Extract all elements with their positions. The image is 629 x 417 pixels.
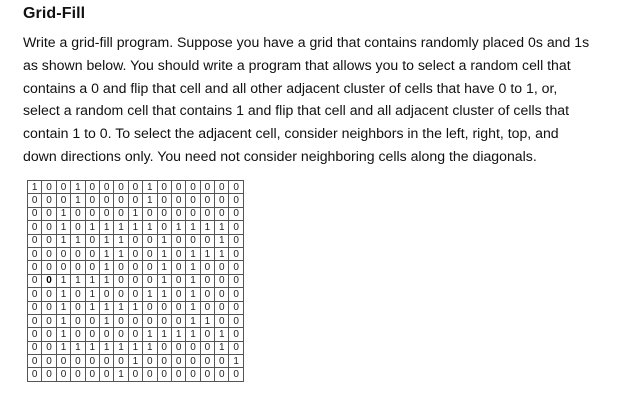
grid-cell: 1 (171, 221, 185, 234)
grid-cell: 0 (28, 207, 42, 220)
grid-cell: 0 (229, 328, 243, 341)
grid-cell: 0 (71, 288, 85, 301)
grid-cell: 1 (157, 288, 171, 301)
grid-cell: 1 (157, 274, 171, 287)
grid-cell: 1 (157, 247, 171, 260)
grid-cell: 0 (200, 261, 214, 274)
grid-cell: 0 (85, 314, 99, 327)
grid-cell: 0 (85, 234, 99, 247)
grid-cell: 0 (71, 207, 85, 220)
grid-cell: 1 (99, 274, 113, 287)
grid-cell: 0 (71, 355, 85, 368)
grid-cell: 0 (99, 355, 113, 368)
grid-cell: 0 (200, 234, 214, 247)
grid-cell: 0 (114, 194, 128, 207)
grid-cell: 0 (229, 274, 243, 287)
grid-row (28, 221, 244, 234)
grid-cell: 1 (56, 341, 70, 354)
grid-cell: 0 (186, 341, 200, 354)
grid-cell: 0 (215, 368, 229, 381)
grid-cell: 0 (171, 181, 185, 194)
grid-cell: 0 (99, 181, 113, 194)
grid-cell: 1 (143, 328, 157, 341)
grid-cell: 0 (128, 194, 142, 207)
grid-cell: 0 (71, 261, 85, 274)
grid-cell: 0 (157, 221, 171, 234)
grid-cell: 0 (229, 341, 243, 354)
grid-row (28, 181, 244, 194)
grid-row (28, 341, 244, 354)
grid-cell: 0 (215, 314, 229, 327)
grid-cell: 0 (42, 247, 56, 260)
grid-cell: 0 (42, 181, 56, 194)
description-line: contains a 0 and flip that cell and all other adjacent cluster of cells that have 0 to 1, or, (23, 79, 558, 96)
grid-cell: 0 (186, 234, 200, 247)
grid-cell: 1 (99, 261, 113, 274)
grid-cell: 0 (28, 328, 42, 341)
grid-cell: 1 (186, 314, 200, 327)
grid-cell: 0 (200, 355, 214, 368)
grid-cell: 0 (200, 301, 214, 314)
grid-cell: 1 (143, 341, 157, 354)
grid-cell: 1 (71, 341, 85, 354)
grid-cell: 0 (186, 181, 200, 194)
grid-cell: 0 (42, 355, 56, 368)
grid-row (28, 234, 244, 247)
grid-cell: 0 (28, 234, 42, 247)
grid-cell: 1 (200, 221, 214, 234)
grid-cell: 0 (200, 368, 214, 381)
grid-body (28, 181, 244, 382)
grid-cell: 0 (157, 301, 171, 314)
description-line: as shown below. You should write a program that allows you to select a random cell that (23, 56, 571, 73)
grid-cell: 0 (128, 274, 142, 287)
grid-cell: 0 (56, 181, 70, 194)
grid-cell: 0 (143, 368, 157, 381)
grid-cell: 0 (200, 194, 214, 207)
grid-cell: 0 (128, 368, 142, 381)
grid-cell: 1 (128, 301, 142, 314)
grid-cell: 0 (200, 207, 214, 220)
grid-cell: 0 (171, 234, 185, 247)
grid-cell: 0 (42, 341, 56, 354)
grid-cell: 0 (114, 328, 128, 341)
grid-cell: 0 (157, 314, 171, 327)
grid-cell: 0 (28, 261, 42, 274)
grid-cell: 0 (85, 194, 99, 207)
grid-cell: 0 (56, 194, 70, 207)
grid-cell: 1 (171, 328, 185, 341)
grid-cell: 0 (56, 247, 70, 260)
grid-cell: 0 (143, 355, 157, 368)
description-line: down directions only. You need not consider neighboring cells along the diagonals. (23, 147, 537, 164)
grid-cell: 1 (186, 288, 200, 301)
grid-cell: 0 (99, 328, 113, 341)
grid-cell: 1 (85, 221, 99, 234)
grid-cell: 0 (99, 288, 113, 301)
grid-cell: 0 (28, 194, 42, 207)
grid-cell: 0 (99, 207, 113, 220)
grid-cell: 0 (143, 261, 157, 274)
grid-cell: 0 (114, 261, 128, 274)
grid-cell: 1 (99, 247, 113, 260)
grid-cell: 0 (114, 355, 128, 368)
grid-cell: 0 (186, 368, 200, 381)
grid-cell: 0 (114, 207, 128, 220)
grid-row (28, 288, 244, 301)
grid-cell: 0 (85, 207, 99, 220)
grid-cell: 0 (42, 207, 56, 220)
grid-cell: 1 (114, 301, 128, 314)
grid-cell: 1 (186, 328, 200, 341)
grid-cell: 0 (171, 207, 185, 220)
grid-cell: 0 (56, 368, 70, 381)
grid-cell: 1 (56, 221, 70, 234)
grid-cell: 0 (114, 181, 128, 194)
grid-cell: 0 (42, 261, 56, 274)
grid-cell: 0 (171, 355, 185, 368)
grid-cell: 0 (42, 328, 56, 341)
grid-cell: 1 (114, 234, 128, 247)
grid-cell: 0 (71, 368, 85, 381)
grid-cell: 0 (56, 261, 70, 274)
grid-cell: 0 (85, 261, 99, 274)
grid-cell: 0 (157, 341, 171, 354)
grid-cell: 0 (71, 221, 85, 234)
grid-cell: 0 (28, 301, 42, 314)
grid-cell: 1 (28, 181, 42, 194)
grid-cell: 0 (128, 288, 142, 301)
grid-row (28, 355, 244, 368)
grid-cell: 0 (28, 355, 42, 368)
grid-cell: 1 (56, 234, 70, 247)
grid-cell: 0 (215, 288, 229, 301)
grid-cell: 0 (128, 247, 142, 260)
grid-cell: 0 (42, 368, 56, 381)
grid-cell: 1 (143, 288, 157, 301)
grid-cell: 1 (128, 207, 142, 220)
grid-cell: 0 (157, 368, 171, 381)
grid-cell: 1 (56, 207, 70, 220)
grid-cell: 0 (28, 368, 42, 381)
grid-row (28, 207, 244, 220)
grid-cell: 0 (200, 288, 214, 301)
grid-cell: 1 (215, 221, 229, 234)
grid-cell: 0 (229, 288, 243, 301)
grid-cell: 1 (114, 221, 128, 234)
grid-cell: 0 (99, 194, 113, 207)
grid-cell: 0 (215, 274, 229, 287)
grid-cell: 0 (171, 288, 185, 301)
grid-cell: 0 (143, 207, 157, 220)
grid-cell: 1 (56, 328, 70, 341)
grid-cell: 0 (28, 221, 42, 234)
grid-cell: 0 (143, 274, 157, 287)
grid-cell: 1 (229, 355, 243, 368)
grid-cell: 1 (215, 328, 229, 341)
grid-cell: 0 (186, 355, 200, 368)
grid-cell: 0 (229, 261, 243, 274)
grid-cell: 1 (99, 341, 113, 354)
grid-cell: 1 (85, 288, 99, 301)
description-line: contain 1 to 0. To select the adjacent cell, consider neighbors in the left, right, top, and (23, 125, 559, 142)
grid-row (28, 368, 244, 381)
grid-cell: 0 (71, 247, 85, 260)
grid-cell: 0 (229, 207, 243, 220)
grid-cell: 0 (42, 274, 56, 287)
grid-cell: 0 (71, 328, 85, 341)
grid-cell: 0 (143, 247, 157, 260)
grid-cell: 1 (71, 234, 85, 247)
grid-cell: 0 (215, 207, 229, 220)
grid-cell: 0 (171, 314, 185, 327)
grid-row (28, 247, 244, 260)
grid-cell: 1 (200, 314, 214, 327)
grid-cell: 0 (143, 314, 157, 327)
grid-cell: 0 (157, 207, 171, 220)
grid-cell: 0 (215, 194, 229, 207)
grid-cell: 0 (128, 234, 142, 247)
grid-cell: 1 (143, 221, 157, 234)
grid-cell: 0 (28, 341, 42, 354)
grid-row (28, 274, 244, 287)
grid-cell: 1 (71, 274, 85, 287)
grid-cell: 0 (128, 181, 142, 194)
grid-row (28, 328, 244, 341)
grid-cell: 1 (186, 247, 200, 260)
grid-cell: 1 (143, 181, 157, 194)
grid-cell: 0 (200, 274, 214, 287)
grid-cell: 1 (56, 288, 70, 301)
grid-cell: 1 (99, 221, 113, 234)
grid-cell: 1 (186, 274, 200, 287)
grid-cell: 0 (99, 368, 113, 381)
grid-cell: 1 (215, 247, 229, 260)
grid-cell: 1 (56, 301, 70, 314)
grid-cell: 0 (157, 194, 171, 207)
grid-cell: 0 (143, 301, 157, 314)
grid-cell: 0 (229, 314, 243, 327)
description-line: select a random cell that contains 1 and flip that cell and all adjacent cluster of cells that (23, 102, 570, 119)
grid-cell: 0 (200, 328, 214, 341)
grid-cell: 0 (229, 194, 243, 207)
grid-cell: 0 (85, 355, 99, 368)
grid-cell: 0 (215, 181, 229, 194)
grid-cell: 0 (171, 274, 185, 287)
grid-cell: 0 (215, 355, 229, 368)
grid-cell: 0 (229, 247, 243, 260)
grid-cell: 0 (200, 341, 214, 354)
grid-cell: 0 (28, 288, 42, 301)
grid-cell: 0 (229, 221, 243, 234)
grid-cell: 1 (114, 247, 128, 260)
grid-cell: 1 (128, 221, 142, 234)
grid-cell: 0 (128, 314, 142, 327)
grid-cell: 1 (215, 234, 229, 247)
grid-cell: 1 (128, 341, 142, 354)
grid-cell: 1 (99, 234, 113, 247)
grid-cell: 0 (229, 234, 243, 247)
grid-cell: 0 (128, 261, 142, 274)
grid-cell: 0 (143, 234, 157, 247)
grid-cell: 0 (114, 288, 128, 301)
grid-cell: 0 (215, 261, 229, 274)
grid-cell: 1 (99, 314, 113, 327)
grid-cell: 0 (85, 368, 99, 381)
grid-cell: 1 (71, 181, 85, 194)
binary-grid (27, 180, 244, 382)
grid-cell: 0 (171, 301, 185, 314)
grid-cell: 0 (171, 247, 185, 260)
grid-row (28, 301, 244, 314)
grid-cell: 1 (200, 247, 214, 260)
grid-cell: 1 (186, 261, 200, 274)
grid-cell: 1 (71, 194, 85, 207)
grid-cell: 0 (42, 288, 56, 301)
grid-cell: 0 (71, 314, 85, 327)
grid-cell: 0 (85, 181, 99, 194)
grid-cell: 0 (171, 194, 185, 207)
grid-cell: 0 (229, 181, 243, 194)
grid-cell: 0 (229, 368, 243, 381)
grid-cell: 0 (200, 181, 214, 194)
grid-cell: 1 (186, 221, 200, 234)
grid-cell: 0 (157, 355, 171, 368)
grid-cell: 0 (186, 194, 200, 207)
problem-description (23, 31, 623, 168)
grid-cell: 0 (171, 261, 185, 274)
grid-row (28, 261, 244, 274)
grid-cell: 0 (71, 301, 85, 314)
grid-row (28, 314, 244, 327)
grid-cell: 1 (99, 301, 113, 314)
grid-cell: 1 (157, 234, 171, 247)
grid-cell: 0 (128, 328, 142, 341)
grid-cell: 0 (215, 301, 229, 314)
grid-cell: 0 (114, 314, 128, 327)
grid-row (28, 194, 244, 207)
grid-cell: 1 (157, 261, 171, 274)
grid-cell: 1 (157, 328, 171, 341)
grid-cell: 0 (114, 274, 128, 287)
grid-cell: 1 (56, 274, 70, 287)
grid-cell: 0 (186, 207, 200, 220)
grid-cell: 0 (28, 314, 42, 327)
grid-cell: 1 (85, 341, 99, 354)
grid-cell: 1 (143, 194, 157, 207)
grid-cell: 0 (42, 314, 56, 327)
grid-cell: 0 (28, 274, 42, 287)
grid-cell: 1 (215, 341, 229, 354)
grid-cell: 1 (114, 368, 128, 381)
grid-cell: 0 (171, 341, 185, 354)
grid-cell: 0 (42, 221, 56, 234)
grid-cell: 0 (42, 194, 56, 207)
grid-cell: 1 (128, 355, 142, 368)
grid-cell: 1 (56, 314, 70, 327)
grid-cell: 0 (85, 247, 99, 260)
grid-cell: 1 (85, 274, 99, 287)
grid-cell: 0 (229, 301, 243, 314)
page-title: Grid-Fill (23, 5, 86, 22)
grid-cell: 0 (56, 355, 70, 368)
grid-cell: 0 (171, 368, 185, 381)
grid-cell: 1 (114, 341, 128, 354)
grid-cell: 0 (42, 234, 56, 247)
grid-cell: 0 (28, 247, 42, 260)
description-line: Write a grid-fill program. Suppose you have a grid that contains randomly placed 0s and 1s (23, 34, 590, 50)
grid-cell: 0 (85, 328, 99, 341)
grid-cell: 0 (157, 181, 171, 194)
grid-cell: 1 (186, 301, 200, 314)
grid-cell: 1 (85, 301, 99, 314)
grid-cell: 0 (42, 301, 56, 314)
